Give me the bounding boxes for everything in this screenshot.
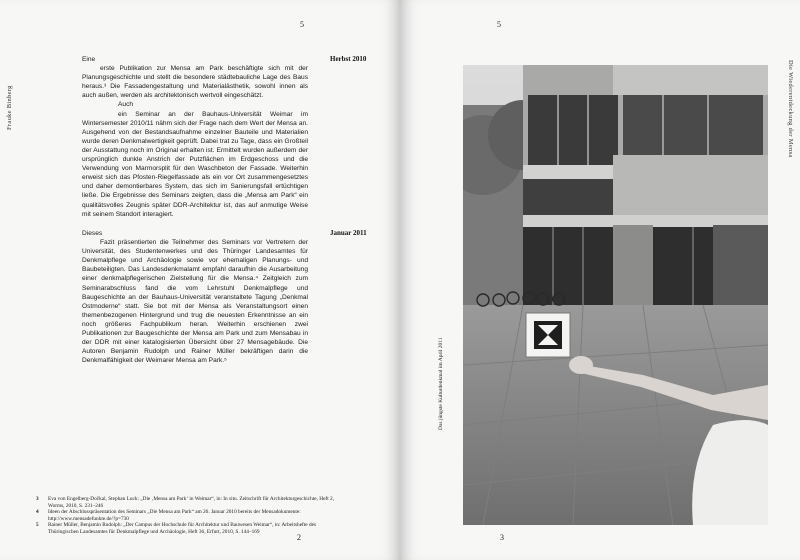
- right-page: [400, 0, 800, 560]
- section1-text: [82, 55, 308, 219]
- section1-paragraph1: [82, 55, 308, 100]
- left-running-head: Frauke Binberg: [6, 85, 13, 130]
- section2-lead: Dieses: [82, 230, 103, 237]
- right-folio-bottom: 3: [500, 533, 504, 542]
- date-januar-2011: Januar 2011: [330, 229, 367, 237]
- section2-body: Fazit präsentierten die Teilnehmer des Seminars vor Vertretern der Universität, des Studentenwerkes und des Thüringer Landesamtes für Denkmalpflege und Archäologie sowie vor ehemaligen Planungs- und Baubeteiligten. Das Landesdenkmalamt empfahl daraufhin die Ausarbeitung einer denkmalpflegerischen Zielstellung für die Mensa.⁴ Zeitgleich zum Seminarabschluss fand die vom Lehrstuhl Denkmalpflege und Baugeschichte an der Bauhaus-Universität veranstaltete Tagung „Denkmal Ostmoderne“ statt. Sie bot mit der Mensa als Veranstaltungsort einen themenbezogenen Hintergrund und trug die neuesten Erkenntnisse an ein noch größeres Fachpublikum heran. Weiterhin erschienen zwei Publikationen zur Baugeschichte der Mensa am Park und zum Mensabau in der DDR mit einer katalogisierten Übersicht über 27 Mensagebäude. Die Autoren Benjamin Rudolph und Rainer Müller bekräftigen darin die Denkmalfähigkeit der Weimarer Mensa am Park.⁵: [82, 239, 308, 365]
- section2-paragraph: [82, 229, 308, 365]
- right-running-head: Die Wiederentdeckung der Mensa: [787, 60, 794, 158]
- section2-text: [82, 229, 308, 365]
- footnotes: [36, 496, 336, 536]
- left-folio-top: 5: [300, 20, 304, 29]
- footnote: 4 Ideen der Abschlusspräsentation des Seminars „Die Mensa am Park“ am 26. Januar 2010 bereits der Mensadokumente: http://www.mensadefunkte.de/?p=730: [36, 509, 301, 522]
- section1-paragraph2: [82, 100, 308, 218]
- left-folio-bottom: 2: [297, 533, 301, 542]
- right-folio-top: 5: [497, 20, 501, 29]
- section1-lead2: Auch: [118, 101, 134, 109]
- building-photo: [463, 65, 768, 525]
- date-herbst-2010: Herbst 2010: [330, 55, 367, 63]
- section1-body2: ein Seminar an der Bauhaus-Universität Weimar im Wintersemester 2010/11 nähm sich der Frage nach dem Wert der Mensa an. Ausgehend von der Bestandsaufnahme einzelner Bauteile und Materialien wurde deren Denkmalwertigkeit geprüft. Dabei trat zu Tage, dass ein Großteil der Ausstattung noch im Original erhalten ist. Ermittelt wurden außerdem der ursprünglich dunkle Anstrich der Putzflächen im Erdgeschoss und die Verwendung von Marmorsplit für den Waschbeton der Fassade. Weiterhin erweist sich das Pfosten-Riegelfassade als ein vor Ort zusammengesetztes und daher demontierbares System, das sich im Sanierungsfall ertüchtigen ließe. Die Ergebnisse des Seminars zeigten, dass die „Mensa am Park“ ein qualitätsvolles Zeugnis später DDR-Architektur ist, das auf anmutige Weise mit seinem Standort interagiert.: [82, 110, 308, 218]
- section1-body1: erste Publikation zur Mensa am Park beschäftigte sich mit der Planungsgeschichte und stellt die besondere städtebauliche Lage des Baus heraus.³ Die Fassadengestaltung und Materialästhetik, sowohl innen als auch außen, werden als architektonisch wertvoll eingeschätzt.: [82, 65, 308, 100]
- section1-lead1: Eine: [82, 56, 96, 63]
- footnote: 5 Rainer Müller, Benjamin Rudolph: „Der Campus der Hochschule für Architektur und Bauwesen Weimar“, in: Arbeitshefte des Thüringischen Landesamtes für Denkmalpflege und Archäologie, Heft 36, Erfurt, 2010, S. 144–169: [36, 522, 317, 535]
- footnote: 3 Eva von Engelberg-Dočkal, Stephan Luck: „Die ‚Mensa am Park‘ in Weimar“, in: In situ. Zeitschrift für Architekturgeschichte, Heft 2, Worms, 2010, S. 231–246: [36, 496, 334, 509]
- photo-caption: Das jüngste Kulturdenkmal im April 2011: [438, 337, 444, 430]
